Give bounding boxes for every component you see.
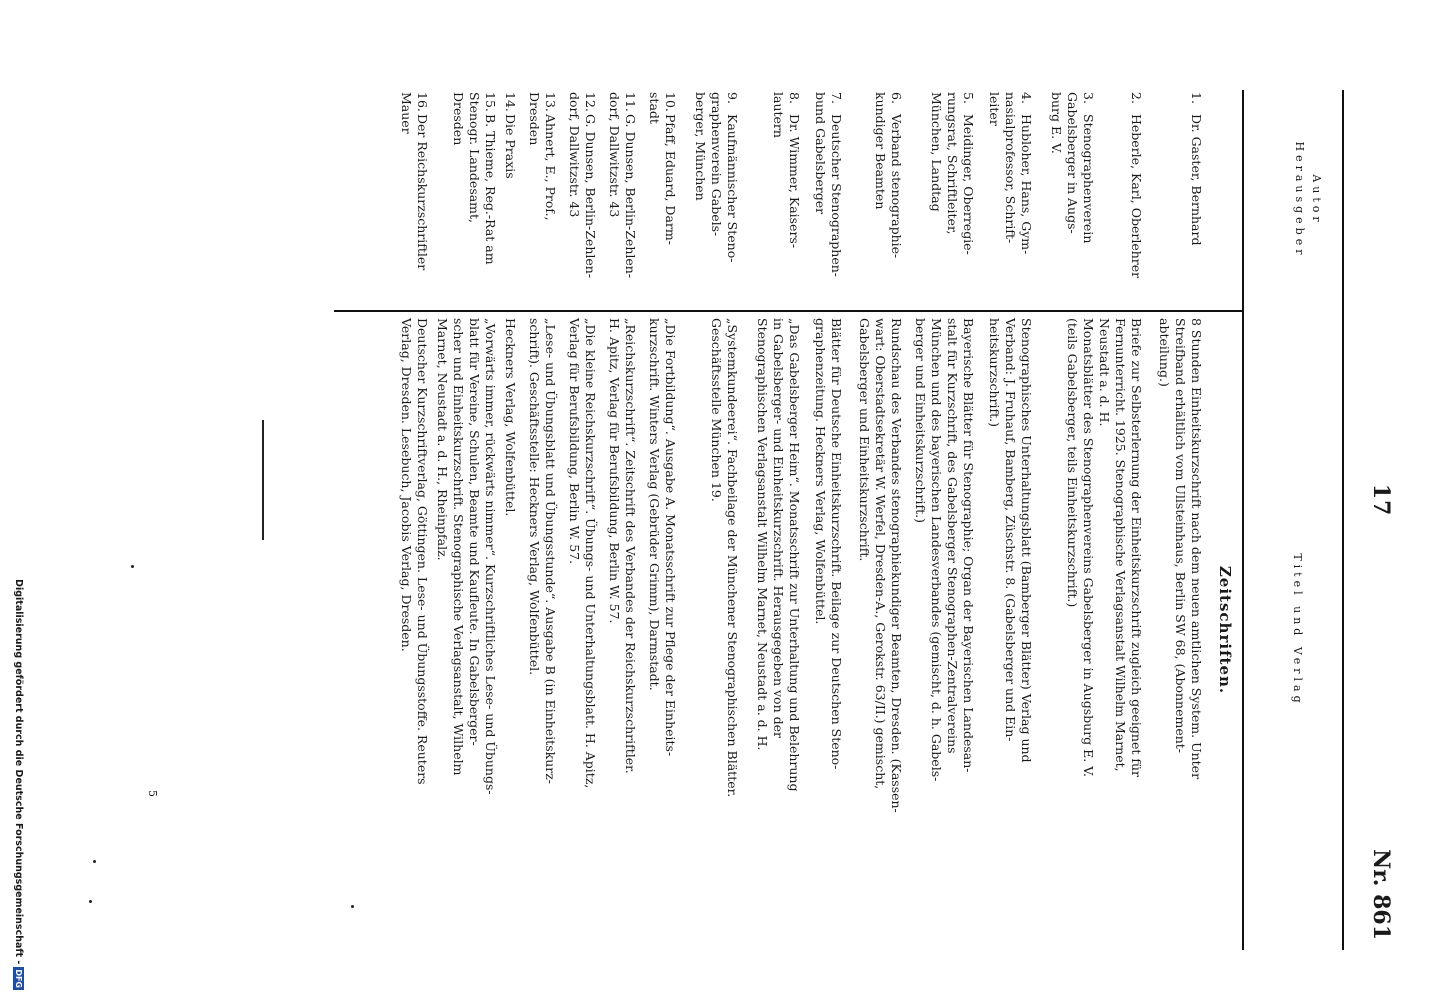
entry-author-5: 5.Meidinger, Oberregie- rungsrat, Schriftleiter, München, Landtag [929,92,976,255]
entry-title-9: „Systemkundeerei“. Fachbeilage der Münchener Stenographischen Blätter. Geschäftsstelle München 19. [709,318,740,798]
entry-author-7: 7.Deutscher Stenographen- bund Gabelsberger [813,92,844,278]
page-mark: 5 [146,790,159,797]
entry-title-8: „Das Gabelsberger Heim“. Monatsschrift zur Unterhaltung und Belehrung in Gabelsberger- und Einheitskurzschrift. Herausgegeben von der Stenographischen Verlagsanstalt Wilhelm Marnet, Neustadt a. d. H. [755,318,802,792]
entry-author-4: 4.Hubloher, Hans, Gym- nasialprofessor, Schrift- leiter [987,92,1034,255]
entry-title-1: 8 Stunden Einheitskurzschrift nach dem neuen amtlichen System. Unter Streifband erhältlich vom Ullsteinhaus, Berlin SW 68, (Abonnement- abteilung.) [1157,318,1204,780]
page-number: 17 [1368,483,1394,517]
scan-speck [351,905,354,908]
top-rule [1342,90,1344,950]
entry-author-10: 10.Pfaff, Eduard, Darm- stadt [647,92,678,245]
entry-title-7: Blätter für Deutsche Einheitskurzschrift. Beilage zur Deutschen Steno- graphenzeitung. Heckners Verlag, Wolfenbüttel. [813,318,844,770]
scan-speck [131,565,134,568]
entry-title-10: „Die Fortbildung“. Ausgabe A. Monatsschrift zur Pflege der Einheits- kurzschrift. Winters Verlag (Gebrüder Grimm), Darmstadt. [647,318,678,757]
entry-author-6: 6.Verband stenographie- kundiger Beamten [873,92,904,259]
entry-author-11: 11.G. Dunsen, Berlin-Zehlen- dorf, Dallwitzstr. 43 [607,92,638,279]
scan-speck [89,900,92,903]
column-divider [334,310,1244,312]
issue-number: Nr. 861 [1368,849,1394,940]
entry-author-15: 15.B. Thieme, Reg.-Rat am Stenogr. Landesamt, Dresden [451,92,498,265]
entry-author-16: 16.Der Reichskurzschriftler Mauer [399,92,430,271]
scan-speck [93,860,96,863]
entry-title-12: „Die kleine Reichskurzschrift“. Übungs- und Unterhaltungsblatt. H. Apitz, Verlag für Berufsbildung, Berlin W. 57. [567,318,598,789]
entry-title-2: Briefe zur Selbsterlernung der Einheitskurzschrift zugleich geeignet für Fernunterricht. 1925. Stenographische Verlagsanstalt Wilhelm Marnet, Neustadt a. d. H. [1097,318,1144,778]
entry-author-3: 3.Stenographenverein Gabelsberger in Augs- burg E. V. [1049,92,1096,244]
entry-author-9: 9.Kaufmännischer Steno- graphenverein Gabels- berger, München [693,92,740,263]
entry-title-4: Stenographisches Unterhaltungsblatt (Bamberger Blätter) Verlag und Verband: J. Fruhauf, Bamberg, Züschstr. 8. (Gabelsberger und Ein- heitskurzschrift.) [987,318,1034,763]
entry-title-3: Monatsblätter des Stenographenvereins Gabelsberger in Augsburg E. V. (teils Gabelsberger, teils Einheitskurzschrift.) [1065,318,1096,778]
header-rule [1242,90,1244,950]
entry-title-6: Rundschau des Verbandes stenographiekundiger Beamten, Dresden. (Kassen- wart: Oberstadtsekretär W. Werfel, Dresden-A., Gerokstr. 63/II.) gemischt, Gabelsberger und Einheitskurzschrift. [857,318,904,813]
column-header-title: Titel und Verlag [1291,553,1304,707]
section-heading: Zeitschriften. [1216,565,1234,695]
entry-title-11: „Reichskurzschrift“. Zeitschrift des Verbandes der Reichskurzschriftler. H. Apitz, Verlag für Berufsbildung, Berlin W. 57. [607,318,638,774]
entry-author-8: 8.Dr. Wimmer, Kaisers- lautern [771,92,802,249]
column-header-author: Autor Herausgeber [1293,141,1323,259]
digitization-note: Digitalisierung gefördert durch die Deutsche Forschungsgemeinschaft -DFG [13,579,24,988]
entry-title-15: „Vorwärts immer, rückwärts nimmer“. Kurzschriftliches Lese- und Übungs- blatt für Vereine, Schulen, Beamte und Kaufleute. In Gabelsberger- scher und Einheitskurzschrift. Stenographische Verlagsanstalt, Wilhelm Marnet, Neustadt a. d. H., Rheinpfalz. [435,318,498,795]
entry-title-13: „Lese- und Übungsblatt und Übungsstunde“. Ausgabe B (in Einheitskurz- schrift). Geschäftsstelle: Heckners Verlag, Wolfenbüttel. [527,318,558,785]
entry-author-13: 13.Ahnert, E., Prof., Dresden [527,92,558,221]
entry-author-2: 2.Heberle, Karl, Oberlehrer [1129,92,1144,279]
entry-author-12: 12.G. Dunsen, Berlin-Zehlen- dorf, Dallwitzstr. 43 [567,92,598,279]
entry-title-16: Deutscher Kurzschriftverlag, Göttingen. Lese- und Übungsstoffe. Reuters Verlag, Dresden. Lesebuch, Jacobis Verlag, Dresden. [399,318,430,785]
dfg-logo: DFG [14,969,23,988]
entry-author-14: 14.Die Praxis [503,92,518,179]
entry-title-14: Heckners Verlag, Wolfenbüttel. [503,318,518,517]
entry-title-5: Bayerische Blätter für Stenographie; Organ der Bayerischen Landesan- stalt für Kurzschrift, des Gabelsberger Stenographen-Zentralvereins München und des bayerischen Landesverbandes (gemischt, d. h. Gabels- berger und Einheitskurzschrift.) [913,318,976,782]
entry-author-1: 1.Dr. Gaster, Bernhard [1189,92,1204,246]
short-rule [262,420,264,540]
